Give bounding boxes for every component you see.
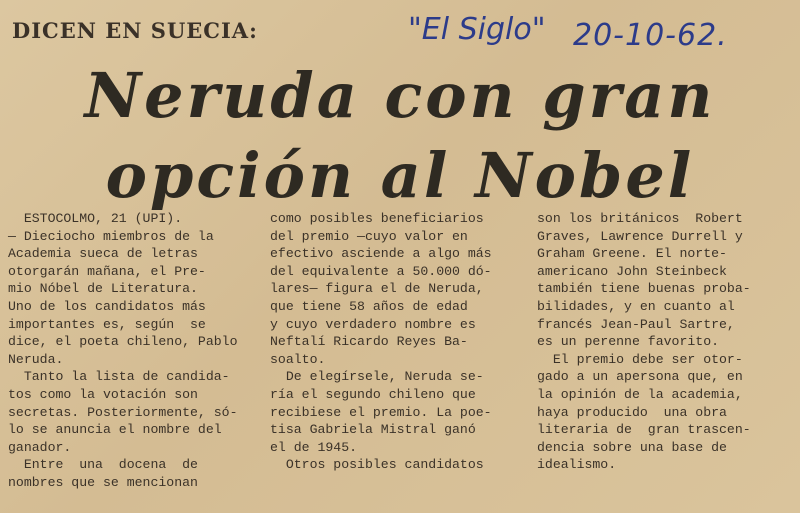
article-line: literaria de gran trascen- [537, 422, 751, 438]
article-line: tos como la votación son [8, 386, 198, 402]
article-line: secretas. Posteriormente, só- [8, 404, 238, 420]
article-line: importantes es, según se [8, 316, 206, 332]
article-column-2 [270, 210, 492, 474]
headline-line-2: opción al Nobel [105, 139, 695, 212]
handwritten-note [408, 12, 728, 53]
article-line: también tiene buenas proba- [537, 281, 751, 297]
article-line: recibiese el premio. La poe- [270, 404, 492, 420]
article-line: americano John Steinbeck [537, 263, 727, 279]
article-line: Otros posibles candidatos [270, 457, 484, 473]
article-line: dencia sobre una base de [537, 439, 727, 455]
article-line: del equivalente a 50.000 dó- [270, 263, 492, 279]
article-line: tisa Gabriela Mistral ganó [270, 422, 476, 438]
kicker-heading: DICEN EN SUECIA: [12, 18, 258, 43]
article-line: soalto. [270, 351, 326, 367]
article-column-3 [537, 210, 751, 474]
article-line: bilidades, y en cuanto al [537, 298, 735, 314]
handwritten-source: "El Siglo" [408, 12, 546, 47]
article-line: son los británicos Robert [537, 211, 743, 226]
article-line: ría el segundo chileno que [270, 386, 476, 402]
article-line: Uno de los candidatos más [8, 298, 206, 314]
article-line: otorgarán mañana, el Pre- [8, 263, 206, 279]
article-line: la opinión de la academia, [537, 386, 743, 402]
article-line: Graham Greene. El norte- [537, 246, 727, 262]
article-line: Academia sueca de letras [8, 246, 198, 262]
article-line: ganador. [8, 439, 72, 455]
article-line: Tanto la lista de candida- [8, 369, 230, 385]
article-line: ESTOCOLMO, 21 (UPI). [8, 211, 183, 226]
article-line: Graves, Lawrence Durrell y [537, 228, 743, 244]
article-line: lo se anuncia el nombre del [8, 422, 222, 438]
article-line: — Dieciocho miembros de la [8, 228, 214, 244]
article-column-1 [8, 210, 238, 492]
article-line: el de 1945. [270, 439, 358, 455]
article-line: que tiene 58 años de edad [270, 298, 468, 314]
article-line: mio Nóbel de Literatura. [8, 281, 198, 297]
article-line: como posibles beneficiarios [270, 211, 484, 226]
article-line: es un perenne favorito. [537, 334, 720, 350]
article-line: Neftalí Ricardo Reyes Ba- [270, 334, 468, 350]
handwritten-date: 20-10-62. [573, 18, 728, 53]
article-line: idealismo. [537, 457, 617, 473]
article-line: efectivo asciende a algo más [270, 246, 492, 262]
article-line: del premio —cuyo valor en [270, 228, 468, 244]
headline [40, 56, 760, 216]
article-line: haya producido una obra [537, 404, 727, 420]
article-line: francés Jean-Paul Sartre, [537, 316, 735, 332]
article-line: El premio debe ser otor- [537, 351, 743, 367]
article-line: y cuyo verdadero nombre es [270, 316, 476, 332]
article-line: Neruda. [8, 351, 64, 367]
article-line: Entre una docena de [8, 457, 198, 473]
article-line: dice, el poeta chileno, Pablo [8, 334, 238, 350]
article-line: nombres que se mencionan [8, 474, 198, 490]
article-line: gado a un apersona que, en [537, 369, 743, 385]
article-line: De elegírsele, Neruda se- [270, 369, 484, 385]
headline-line-1: Neruda con gran [84, 59, 716, 132]
article-line: lares— figura el de Neruda, [270, 281, 484, 297]
